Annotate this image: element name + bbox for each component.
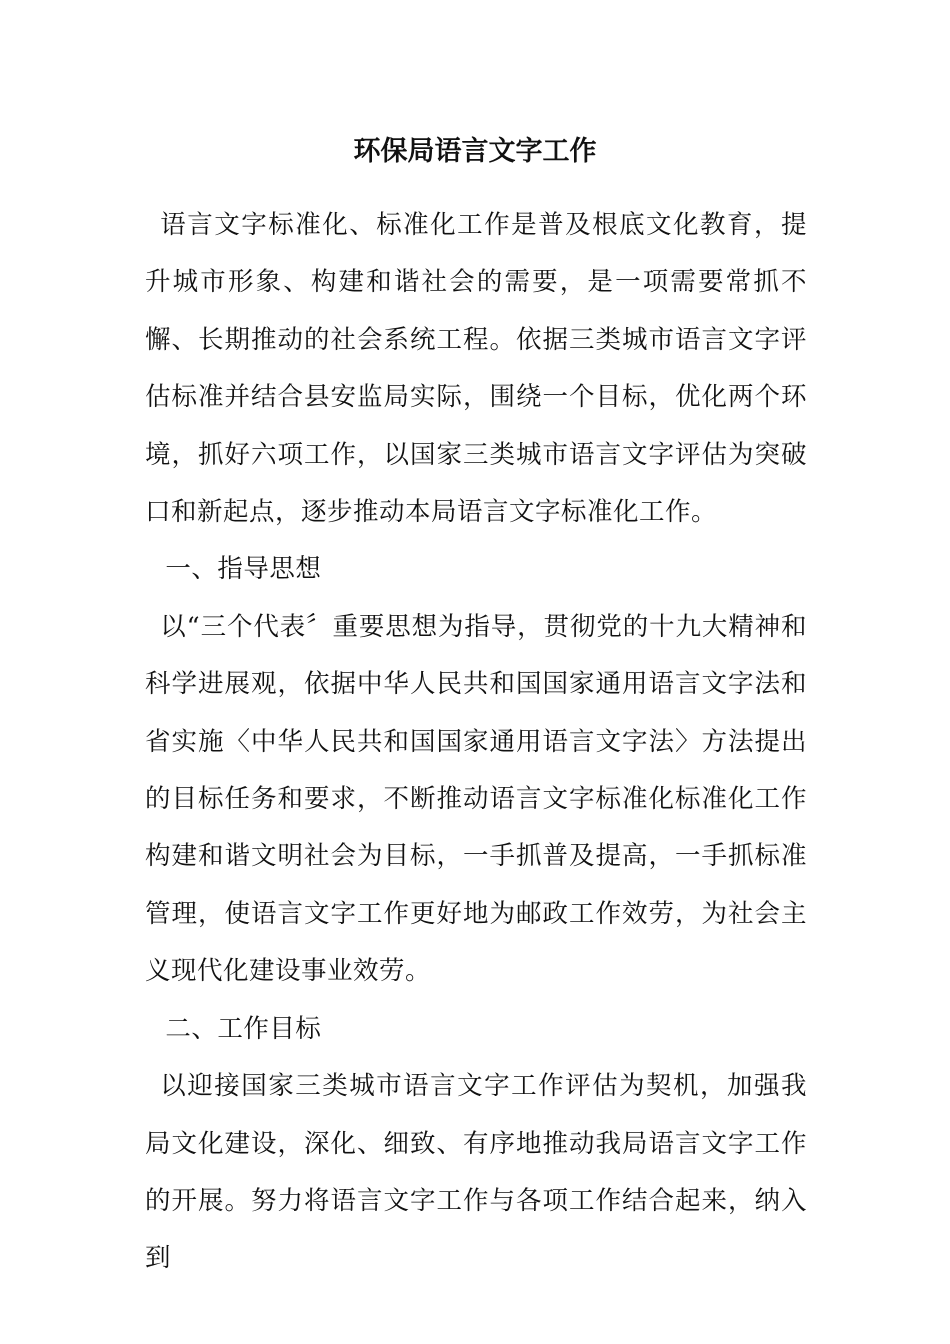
section-heading-work-goal: 二、工作目标 [165,1013,322,1044]
intro-paragraph: 语言文字标准化、标准化工作是普及根底文化教育，提升城市形象、构建和谐社会的需要，是一项需要常抓不懈、长期推动的社会系统工程。依据三类城市语言文字评估标准并结合县安监局实际，围绕一个目标，优化两个环境，抓好六项工作，以国家三类城市语言文字评估为突破口和新起点，逐步推动本局语言文字标准化工作。 [145,210,807,528]
guiding-thought-paragraph: 以“三个代表〞重要思想为指导，贯彻党的十九大精神和科学进展观，依据中华人民共和国国家通用语言文字法和省实施〈中华人民共和国国家通用语言文字法〉方法提出的目标任务和要求，不断推动语言文字标准化标准化工作构建和谐文明社会为目标，一手抓普及提高，一手抓标准管理，使语言文字工作更好地为邮政工作效劳，为社会主义现代化建设事业效劳。 [145,611,807,987]
document-title: 环保局语言文字工作 [353,136,597,167]
section-heading-guiding-thought: 一、指导思想 [165,554,322,585]
document-body [145,197,807,1288]
work-goal-paragraph: 以迎接国家三类城市语言文字工作评估为契机，加强我局文化建设，深化、细致、有序地推动我局语言文字工作的开展。努力将语言文字工作与各项工作结合起来，纳入到 [145,1071,807,1274]
